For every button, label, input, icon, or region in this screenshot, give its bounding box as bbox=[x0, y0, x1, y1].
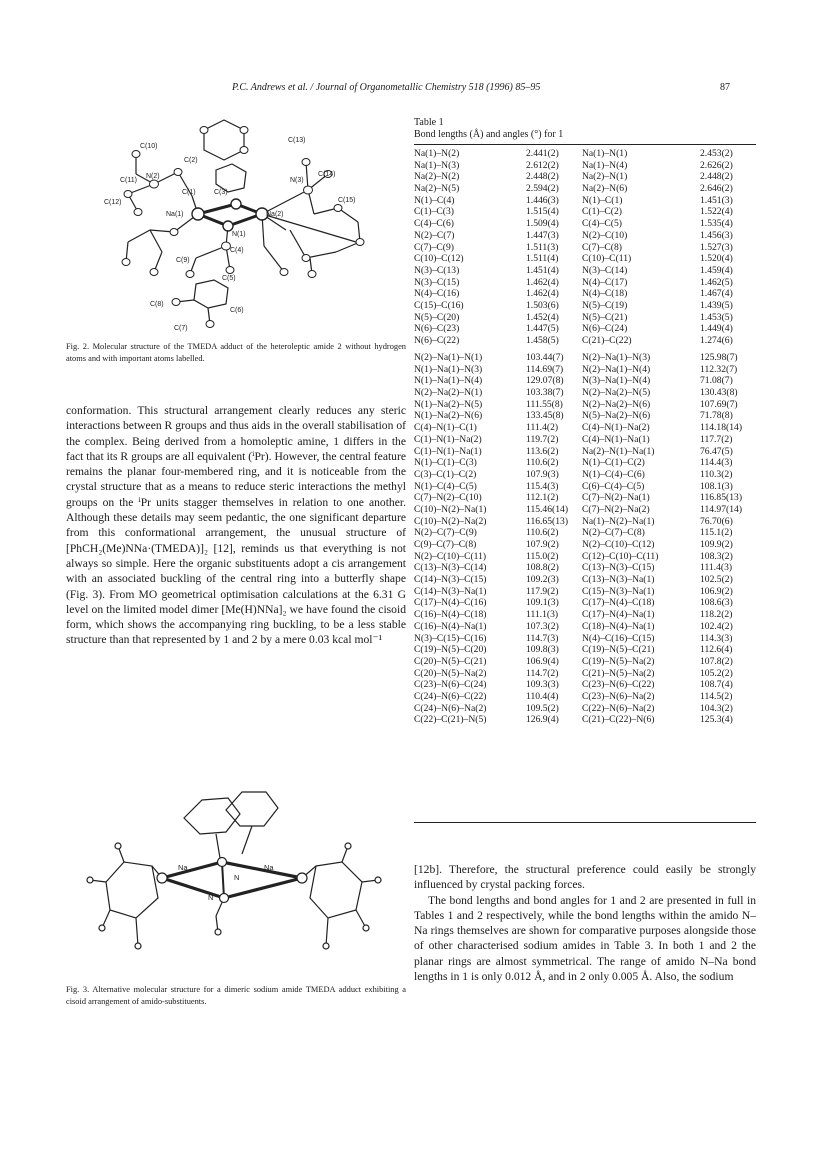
figure-2 bbox=[66, 112, 406, 338]
table-cell-value: 130.43(8) bbox=[700, 387, 738, 399]
table-row bbox=[414, 668, 756, 680]
table-row bbox=[414, 171, 756, 183]
table-row bbox=[414, 288, 756, 300]
table-row bbox=[414, 516, 756, 528]
table-cell-atoms: C(4)–N(1)–Na(2) bbox=[582, 422, 650, 434]
table-cell-atoms: Na(1)–N(2)–Na(1) bbox=[582, 515, 655, 527]
table-cell-value: 110.3(2) bbox=[700, 468, 733, 480]
table-cell-value: 126.9(4) bbox=[526, 714, 559, 726]
table-cell-atoms: C(7)–C(9) bbox=[414, 241, 454, 253]
table-cell-atoms: C(16)–N(4)–C(18) bbox=[414, 609, 487, 621]
table-row bbox=[414, 691, 756, 703]
table-cell-atoms: N(2)–C(10) bbox=[582, 229, 628, 241]
atom-label: N(1) bbox=[232, 231, 246, 238]
table-cell-value: 111.55(8) bbox=[526, 398, 563, 410]
table-cell-atoms: N(6)–C(22) bbox=[414, 335, 460, 346]
table-cell-value: 76.70(6) bbox=[700, 515, 733, 527]
table-cell-value: 114.4(3) bbox=[700, 457, 733, 469]
atom-label: C(3) bbox=[214, 189, 228, 196]
table-cell-value: 105.2(2) bbox=[700, 667, 733, 679]
table-cell-value: 118.2(2) bbox=[700, 609, 733, 621]
table-cell-atoms: N(1)–C(1)–C(2) bbox=[582, 457, 645, 469]
table-cell-atoms: C(21)–N(5)–Na(2) bbox=[582, 667, 655, 679]
table-row bbox=[414, 148, 756, 160]
table-cell-value: 112.6(4) bbox=[700, 644, 733, 656]
table-cell-value: 1.522(4) bbox=[700, 206, 733, 218]
table-cell-atoms: N(6)–C(24) bbox=[582, 323, 628, 335]
table-cell-atoms: C(10)–C(12) bbox=[414, 253, 464, 265]
table-cell-atoms: C(10)–N(2)–Na(2) bbox=[414, 515, 487, 527]
table-cell-value: 1.520(4) bbox=[700, 253, 733, 265]
table-cell-atoms: C(16)–N(4)–Na(1) bbox=[414, 620, 487, 632]
table-cell-value: 112.32(7) bbox=[700, 363, 738, 375]
table-cell-value: 133.45(8) bbox=[526, 410, 564, 422]
table-cell-atoms: N(1)–C(4)–C(5) bbox=[414, 480, 477, 492]
table-cell-atoms: C(19)–N(5)–Na(2) bbox=[582, 655, 655, 667]
table-cell-atoms: Na(1)–N(4) bbox=[582, 159, 628, 171]
table-cell-value: 116.65(13) bbox=[526, 515, 569, 527]
table-cell-atoms: C(19)–N(5)–C(21) bbox=[582, 644, 655, 656]
table-cell-atoms: C(20)–N(5)–Na(2) bbox=[414, 667, 487, 679]
table-cell-atoms: C(22)–N(6)–Na(2) bbox=[582, 702, 655, 714]
table-row bbox=[414, 504, 756, 516]
table-cell-atoms: Na(1)–N(3) bbox=[414, 159, 460, 171]
table-row bbox=[414, 335, 756, 347]
table-row bbox=[414, 609, 756, 621]
table-cell-value: 111.4(2) bbox=[526, 422, 559, 434]
table-cell-atoms: N(1)–C(4) bbox=[414, 194, 455, 206]
table-row bbox=[414, 434, 756, 446]
table-row bbox=[414, 714, 756, 726]
atom-label: C(1) bbox=[182, 189, 196, 196]
table-cell-value: 2.448(2) bbox=[526, 171, 559, 183]
table-cell-atoms: C(4)–C(5) bbox=[582, 218, 622, 230]
table-cell-atoms: C(14)–N(3)–Na(1) bbox=[414, 585, 487, 597]
table-cell-value: 107.69(7) bbox=[700, 398, 738, 410]
table-cell-value: 103.38(7) bbox=[526, 387, 564, 399]
table-cell-value: 1.503(6) bbox=[526, 299, 559, 311]
table-cell-atoms: N(2)–C(7) bbox=[414, 229, 455, 241]
table-cell-atoms: C(22)–C(21)–N(5) bbox=[414, 714, 487, 726]
atom-label: N(3) bbox=[290, 177, 304, 184]
table-cell-value: 1.447(3) bbox=[526, 229, 559, 241]
table-row bbox=[414, 644, 756, 656]
table-cell-value: 114.7(3) bbox=[526, 632, 559, 644]
table-cell-value: 1.535(4) bbox=[700, 218, 733, 230]
table-cell-value: 112.1(2) bbox=[526, 492, 559, 504]
table-cell-value: 114.69(7) bbox=[526, 363, 564, 375]
figure-3 bbox=[66, 770, 406, 970]
table-cell-value: 107.8(2) bbox=[700, 655, 733, 667]
table-cell-atoms: C(1)–N(1)–Na(1) bbox=[414, 445, 482, 457]
table-cell-value: 102.5(2) bbox=[700, 574, 733, 586]
table-cell-value: 2.626(2) bbox=[700, 159, 733, 171]
table-cell-atoms: C(4)–C(6) bbox=[414, 218, 454, 230]
table-title: Table 1 bbox=[414, 117, 444, 128]
table-cell-value: 108.7(4) bbox=[700, 679, 733, 691]
table-row bbox=[414, 312, 756, 324]
table-cell-value: 115.0(2) bbox=[526, 550, 559, 562]
table-cell-value: 1.509(4) bbox=[526, 218, 559, 230]
table-rule-top bbox=[414, 144, 756, 145]
table-rule-bottom bbox=[414, 822, 756, 823]
table-row bbox=[414, 183, 756, 195]
table-row bbox=[414, 218, 756, 230]
table-cell-value: 117.9(2) bbox=[526, 585, 559, 597]
table-row bbox=[414, 265, 756, 277]
atom-label: N bbox=[208, 893, 214, 902]
table-cell-value: 2.453(2) bbox=[700, 148, 733, 159]
table-cell-value: 1.439(5) bbox=[700, 299, 733, 311]
table-cell-atoms: Na(1)–N(1) bbox=[582, 148, 628, 159]
table-row bbox=[414, 410, 756, 422]
atom-label: Na(2) bbox=[266, 211, 284, 218]
table-row bbox=[414, 621, 756, 633]
table-row bbox=[414, 562, 756, 574]
table-cell-value: 1.462(4) bbox=[526, 288, 559, 300]
table-cell-atoms: N(2)–C(10)–C(12) bbox=[582, 539, 655, 550]
table-cell-atoms: C(24)–N(6)–Na(2) bbox=[414, 702, 487, 714]
table-cell-atoms: N(3)–C(14) bbox=[582, 264, 628, 276]
table-cell-atoms: C(4)–N(1)–C(1) bbox=[414, 422, 477, 434]
table-cell-atoms: N(2)–Na(2)–N(1) bbox=[414, 387, 483, 399]
atom-label: C(2) bbox=[184, 157, 198, 164]
table-cell-value: 111.1(3) bbox=[526, 609, 559, 621]
table-cell-atoms: N(2)–C(7)–C(9) bbox=[414, 527, 477, 539]
table-cell-value: 1.452(4) bbox=[526, 311, 559, 323]
table-cell-value: 2.646(2) bbox=[700, 183, 733, 195]
table-cell-value: 1.462(5) bbox=[700, 276, 733, 288]
table-cell-atoms: C(1)–N(1)–Na(2) bbox=[414, 433, 482, 445]
paragraph: The bond lengths and bond angles for 1 and 2 are presented in full in Tables 1 and 2 respectively, while the bond lengths within the amido N–Na rings themselves are shown for comparative purposes alongside those of other characterised sodium amides in Table 3. In both 1 and 2 the planar rings are almost symmetrical. The range of amido N–Na bond lengths in 1 is only 0.012 Å, and in 2 only 0.005 Å. Also, the sodium bbox=[414, 893, 756, 984]
table-cell-atoms: N(1)–C(1) bbox=[582, 194, 623, 206]
table-cell-atoms: C(1)–C(3) bbox=[414, 206, 454, 218]
table-row bbox=[414, 323, 756, 335]
table-row bbox=[414, 300, 756, 312]
table-row bbox=[414, 364, 756, 376]
table-cell-value: 1.453(5) bbox=[700, 311, 733, 323]
table-cell-value: 110.4(4) bbox=[526, 690, 559, 702]
table-cell-atoms: Na(2)–N(1)–Na(1) bbox=[582, 445, 655, 457]
bond-angle-table bbox=[414, 352, 756, 726]
table-cell-atoms: C(14)–N(3)–C(15) bbox=[414, 574, 487, 586]
table-cell-atoms: C(15)–N(3)–Na(1) bbox=[582, 585, 655, 597]
table-cell-atoms: C(1)–C(2) bbox=[582, 206, 622, 218]
table-cell-value: 2.441(2) bbox=[526, 148, 559, 159]
atom-label: C(10) bbox=[140, 143, 158, 150]
table-cell-atoms: N(3)–C(15)–C(16) bbox=[414, 632, 487, 644]
table-cell-atoms: N(2)–Na(2)–N(5) bbox=[582, 387, 651, 399]
atom-label: Na(1) bbox=[166, 211, 184, 218]
table-row bbox=[414, 457, 756, 469]
table-cell-value: 1.274(6) bbox=[700, 335, 733, 346]
table-cell-atoms: N(1)–Na(2)–N(6) bbox=[414, 410, 483, 422]
table-cell-value: 114.5(2) bbox=[700, 690, 733, 702]
atom-label: Na bbox=[264, 863, 274, 872]
table-cell-atoms: Na(2)–N(2) bbox=[414, 171, 460, 183]
table-cell-value: 108.6(3) bbox=[700, 597, 733, 609]
table-cell-value: 108.1(3) bbox=[700, 480, 733, 492]
table-row bbox=[414, 679, 756, 691]
table-cell-value: 113.6(2) bbox=[526, 445, 559, 457]
atom-label: Na bbox=[178, 863, 188, 872]
paragraph: conformation. This structural arrangement clearly reduces any steric interactions between R groups and thus aids in the overall stabilisation of the complex. Being derived from a homoleptic amine, 1 differs in the fact that its R groups are all equivalent (ⁱPr). However, the central feature remains the planar four-membered ring, and it is noticeable from the crystal structure that as a means to reduce steric interactions the methyl groups on the ⁱPr units stagger themselves in relation to one another. Although these details may seem pedantic, the one significant departure from this conformational arrangement, the unusual structure of [PhCH₂(Me)NNa·(TMEDA)]₂ [12], reminds us that everything is not always so simple. Here the organic substituents adopt a cis arrangement with an associated buckling of the central ring into a butterfly shape (Fig. 3). From MO geometrical optimisation calculations at the 6.31 G level on the limited model dimer [Me(H)NNa]₂ we have found the cisoid form, which shows the accompanying ring buckling, to be a less stable structure than that represented by 1 and 2 by a mere 0.03 kcal mol⁻¹ bbox=[66, 404, 406, 647]
table-cell-value: 109.1(3) bbox=[526, 597, 559, 609]
table-cell-atoms: N(1)–Na(1)–N(3) bbox=[414, 363, 483, 375]
table-cell-atoms: Na(2)–N(5) bbox=[414, 183, 460, 195]
table-cell-value: 114.18(14) bbox=[700, 422, 743, 434]
table-cell-value: 104.3(2) bbox=[700, 702, 733, 714]
table-cell-atoms: N(1)–Na(2)–N(5) bbox=[414, 398, 483, 410]
table-cell-atoms: N(4)–C(17) bbox=[582, 276, 628, 288]
table-cell-value: 1.446(3) bbox=[526, 194, 559, 206]
table-cell-value: 1.447(5) bbox=[526, 323, 559, 335]
table-cell-atoms: C(24)–N(6)–C(22) bbox=[414, 690, 487, 702]
atom-label: C(14) bbox=[318, 171, 336, 178]
table-cell-value: 114.3(3) bbox=[700, 632, 733, 644]
table-cell-atoms: N(5)–C(20) bbox=[414, 311, 460, 323]
right-column-text bbox=[414, 862, 756, 984]
table-row bbox=[414, 242, 756, 254]
table-cell-value: 119.7(2) bbox=[526, 433, 559, 445]
table-cell-atoms: N(2)–Na(2)–N(6) bbox=[582, 398, 651, 410]
table-row bbox=[414, 492, 756, 504]
table-cell-atoms: C(13)–N(3)–C(15) bbox=[582, 562, 655, 574]
table-cell-value: 109.9(2) bbox=[700, 539, 733, 550]
table-cell-atoms: N(1)–Na(1)–N(4) bbox=[414, 375, 483, 387]
table-cell-value: 107.3(2) bbox=[526, 620, 559, 632]
table-cell-atoms: C(7)–N(2)–Na(1) bbox=[582, 492, 650, 504]
table-row bbox=[414, 633, 756, 645]
table-cell-value: 115.4(3) bbox=[526, 480, 559, 492]
table-row bbox=[414, 703, 756, 715]
table-cell-value: 109.5(2) bbox=[526, 702, 559, 714]
table-cell-atoms: C(7)–N(2)–C(10) bbox=[414, 492, 482, 504]
left-column-text bbox=[66, 403, 406, 648]
table-cell-value: 102.4(2) bbox=[700, 620, 733, 632]
table-cell-value: 71.78(8) bbox=[700, 410, 733, 422]
table-cell-value: 108.8(2) bbox=[526, 562, 559, 574]
table-cell-atoms: C(17)–N(4)–C(18) bbox=[582, 597, 655, 609]
table-cell-value: 1.456(3) bbox=[700, 229, 733, 241]
atom-label: C(6) bbox=[230, 307, 244, 314]
table-cell-value: 107.9(2) bbox=[526, 539, 559, 550]
table-cell-value: 109.2(3) bbox=[526, 574, 559, 586]
table-cell-atoms: Na(2)–N(1) bbox=[582, 171, 628, 183]
table-cell-atoms: C(17)–N(4)–Na(1) bbox=[582, 609, 655, 621]
table-cell-value: 76.47(5) bbox=[700, 445, 733, 457]
table-cell-atoms: N(2)–C(7)–C(8) bbox=[582, 527, 645, 539]
table-cell-value: 108.3(2) bbox=[700, 550, 733, 562]
table-cell-value: 110.6(2) bbox=[526, 527, 559, 539]
table-cell-value: 2.612(2) bbox=[526, 159, 559, 171]
table-row bbox=[414, 586, 756, 598]
table-cell-value: 115.1(2) bbox=[700, 527, 733, 539]
table-row bbox=[414, 481, 756, 493]
table-cell-value: 1.451(3) bbox=[700, 194, 733, 206]
table-cell-atoms: C(7)–N(2)–Na(2) bbox=[582, 503, 650, 515]
table-cell-atoms: C(3)–C(1)–C(2) bbox=[414, 468, 477, 480]
table-caption: Bond lengths (Å) and angles (°) for 1 bbox=[414, 129, 564, 140]
table-row bbox=[414, 527, 756, 539]
atom-label: C(13) bbox=[288, 137, 306, 144]
table-cell-atoms: N(6)–C(23) bbox=[414, 323, 460, 335]
table-cell-atoms: C(23)–N(6)–C(24) bbox=[414, 679, 487, 691]
table-row bbox=[414, 253, 756, 265]
table-cell-value: 1.527(3) bbox=[700, 241, 733, 253]
table-cell-atoms: C(13)–N(3)–C(14) bbox=[414, 562, 487, 574]
table-cell-atoms: C(21)–C(22) bbox=[582, 335, 632, 346]
table-row bbox=[414, 551, 756, 563]
table-cell-atoms: N(3)–Na(1)–N(4) bbox=[582, 375, 651, 387]
table-cell-atoms: C(19)–N(5)–C(20) bbox=[414, 644, 487, 656]
figure-2-structure bbox=[66, 112, 406, 338]
table-cell-atoms: C(23)–N(6)–Na(2) bbox=[582, 690, 655, 702]
atom-label: C(7) bbox=[174, 325, 188, 332]
table-cell-atoms: C(12)–C(10)–C(11) bbox=[582, 550, 659, 562]
running-header bbox=[0, 82, 816, 98]
bond-length-table bbox=[414, 148, 756, 347]
table-cell-value: 1.511(3) bbox=[526, 241, 559, 253]
table-row bbox=[414, 160, 756, 172]
table-cell-atoms: C(9)–C(7)–C(8) bbox=[414, 539, 477, 550]
table-cell-value: 106.9(2) bbox=[700, 585, 733, 597]
table-cell-value: 1.449(4) bbox=[700, 323, 733, 335]
figure-3-caption: Fig. 3. Alternative molecular structure for a dimeric sodium amide TMEDA adduct exhibiting a cisoid arrangement of amido-substituents. bbox=[66, 985, 406, 1006]
table-cell-atoms: C(6)–C(4)–C(5) bbox=[582, 480, 645, 492]
table-cell-atoms: N(2)–Na(1)–N(1) bbox=[414, 352, 483, 363]
table-cell-atoms: N(2)–Na(1)–N(4) bbox=[582, 363, 651, 375]
table-row bbox=[414, 387, 756, 399]
table-cell-value: 2.594(2) bbox=[526, 183, 559, 195]
table-cell-atoms: C(23)–N(6)–C(22) bbox=[582, 679, 655, 691]
table-cell-value: 115.46(14) bbox=[526, 503, 569, 515]
table-cell-value: 1.515(4) bbox=[526, 206, 559, 218]
table-row bbox=[414, 597, 756, 609]
table-cell-value: 1.459(4) bbox=[700, 264, 733, 276]
atom-label: N(2) bbox=[146, 173, 160, 180]
table-cell-atoms: Na(1)–N(2) bbox=[414, 148, 460, 159]
table-cell-atoms: N(1)–C(4)–C(6) bbox=[582, 468, 645, 480]
table-cell-value: 114.97(14) bbox=[700, 503, 743, 515]
table-cell-atoms: C(4)–N(1)–Na(1) bbox=[582, 433, 650, 445]
table-cell-value: 1.451(4) bbox=[526, 264, 559, 276]
table-cell-value: 103.44(7) bbox=[526, 352, 564, 363]
table-cell-value: 109.8(3) bbox=[526, 644, 559, 656]
running-head: P.C. Andrews et al. / Journal of Organometallic Chemistry 518 (1996) 85–95 bbox=[232, 82, 541, 93]
table-cell-atoms: Na(2)–N(6) bbox=[582, 183, 628, 195]
table-cell-atoms: N(5)–C(21) bbox=[582, 311, 628, 323]
table-cell-atoms: N(5)–C(19) bbox=[582, 299, 628, 311]
table-cell-value: 110.6(2) bbox=[526, 457, 559, 469]
table-row bbox=[414, 422, 756, 434]
table-cell-value: 114.7(2) bbox=[526, 667, 559, 679]
figure-2-caption: Fig. 2. Molecular structure of the TMEDA adduct of the heteroleptic amide 2 without hydrogen atoms and with important atoms labelled. bbox=[66, 342, 406, 363]
table-cell-atoms: C(18)–N(4)–Na(1) bbox=[582, 620, 655, 632]
table-cell-value: 129.07(8) bbox=[526, 375, 564, 387]
table-cell-atoms: N(3)–C(13) bbox=[414, 264, 460, 276]
table-cell-atoms: C(20)–N(5)–C(21) bbox=[414, 655, 487, 667]
table-cell-value: 1.511(4) bbox=[526, 253, 559, 265]
table-cell-atoms: C(13)–N(3)–Na(1) bbox=[582, 574, 655, 586]
table-row bbox=[414, 656, 756, 668]
table-cell-value: 125.98(7) bbox=[700, 352, 738, 363]
table-cell-value: 1.462(4) bbox=[526, 276, 559, 288]
figure-3-structure bbox=[66, 770, 406, 970]
table-cell-atoms: N(3)–C(15) bbox=[414, 276, 460, 288]
page-number: 87 bbox=[720, 82, 730, 93]
table-cell-value: 109.3(3) bbox=[526, 679, 559, 691]
table-cell-atoms: N(5)–Na(2)–N(6) bbox=[582, 410, 651, 422]
table-row bbox=[414, 195, 756, 207]
atom-label: C(9) bbox=[176, 257, 190, 264]
table-cell-value: 117.7(2) bbox=[700, 433, 733, 445]
table-cell-value: 125.3(4) bbox=[700, 714, 733, 726]
table-row bbox=[414, 469, 756, 481]
table-row bbox=[414, 277, 756, 289]
table-cell-atoms: C(10)–N(2)–Na(1) bbox=[414, 503, 487, 515]
table-cell-value: 1.458(5) bbox=[526, 335, 559, 346]
table-cell-atoms: N(1)–C(1)–C(3) bbox=[414, 457, 477, 469]
table-row bbox=[414, 230, 756, 242]
atom-label: C(5) bbox=[222, 275, 236, 282]
table-cell-value: 116.85(13) bbox=[700, 492, 743, 504]
table-cell-atoms: N(2)–Na(1)–N(3) bbox=[582, 352, 651, 363]
table-cell-value: 1.467(4) bbox=[700, 288, 733, 300]
table-cell-atoms: C(7)–C(8) bbox=[582, 241, 622, 253]
table-cell-value: 107.9(3) bbox=[526, 468, 559, 480]
atom-label: C(8) bbox=[150, 301, 164, 308]
table-cell-atoms: C(10)–C(11) bbox=[582, 253, 632, 265]
atom-label: C(15) bbox=[338, 197, 356, 204]
table-row bbox=[414, 574, 756, 586]
table-row bbox=[414, 446, 756, 458]
table-cell-atoms: C(15)–C(16) bbox=[414, 299, 464, 311]
table-cell-atoms: C(21)–C(22)–N(6) bbox=[582, 714, 655, 726]
table-cell-atoms: N(4)–C(16) bbox=[414, 288, 460, 300]
table-row bbox=[414, 399, 756, 411]
table-cell-value: 2.448(2) bbox=[700, 171, 733, 183]
table-cell-atoms: N(4)–C(18) bbox=[582, 288, 628, 300]
atom-label: N bbox=[234, 873, 240, 882]
table-row bbox=[414, 539, 756, 551]
table-cell-value: 106.9(4) bbox=[526, 655, 559, 667]
table-cell-atoms: N(4)–C(16)–C(15) bbox=[582, 632, 655, 644]
table-cell-atoms: C(17)–N(4)–C(16) bbox=[414, 597, 487, 609]
table-cell-value: 111.4(3) bbox=[700, 562, 733, 574]
paragraph: [12b]. Therefore, the structural preference could easily be strongly influenced by crystal packing forces. bbox=[414, 863, 756, 892]
table-row bbox=[414, 375, 756, 387]
atom-label: C(12) bbox=[104, 199, 122, 206]
table-cell-atoms: N(2)–C(10)–C(11) bbox=[414, 550, 487, 562]
table-row bbox=[414, 206, 756, 218]
atom-label: C(11) bbox=[120, 177, 137, 184]
table-cell-value: 71.08(7) bbox=[700, 375, 733, 387]
atom-label: C(4) bbox=[230, 247, 244, 254]
table-row bbox=[414, 352, 756, 364]
